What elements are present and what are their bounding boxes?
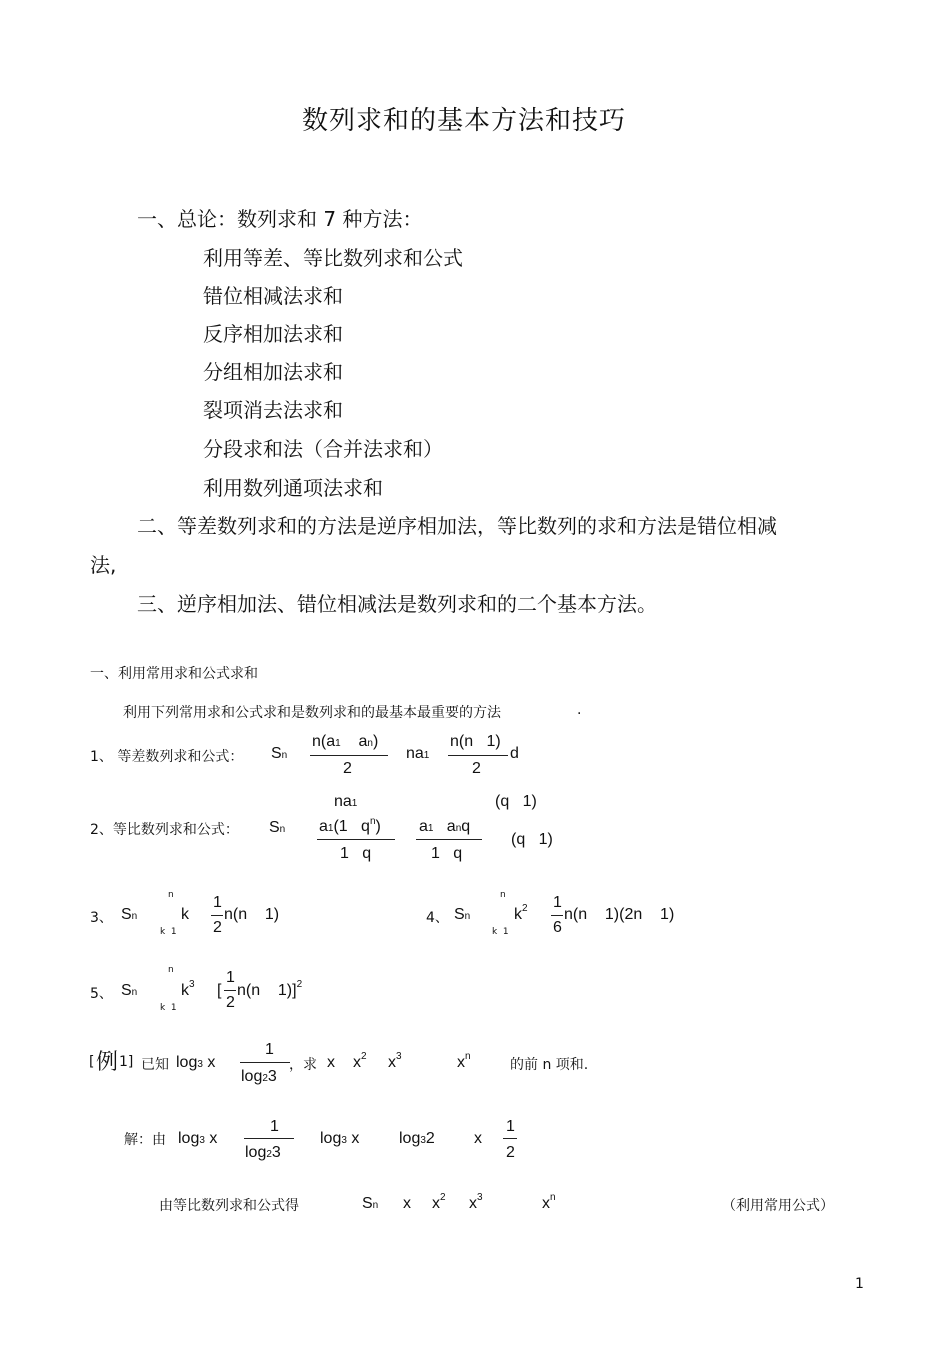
intro-line-3: 三、逆序相加法、错位相减法是数列求和的二个基本方法。: [137, 592, 657, 616]
formula-5-label: 5、: [90, 986, 113, 1002]
method-item: 分组相加法求和: [203, 360, 343, 384]
method-item: 错位相减法求和: [203, 284, 343, 308]
method-item: 利用等差、等比数列求和公式: [203, 246, 463, 270]
intro-line-2-cont: 法,: [90, 553, 117, 577]
formula-4-label: 4、: [426, 910, 449, 926]
section-description: 利用下列常用求和公式求和是数列求和的最基本最重要的方法: [123, 705, 501, 721]
intro-line-1: 一、总论：数列求和 7 种方法：: [137, 207, 423, 231]
method-item: 分段求和法（合并法求和）: [203, 437, 443, 461]
section-description-dot: .: [577, 702, 582, 718]
method-item: 裂项消去法求和: [203, 398, 343, 422]
intro-line-2: 二、等差数列求和的方法是逆序相加法，等比数列的求和方法是错位相减: [137, 514, 777, 538]
page-title: 数列求和的基本方法和技巧: [302, 106, 627, 136]
formula-2-label: 2、等比数列求和公式：: [90, 822, 239, 838]
section-heading: 一、利用常用求和公式求和: [90, 666, 258, 682]
page-number: 1: [855, 1276, 864, 1292]
method-item: 利用数列通项法求和: [203, 476, 383, 500]
formula-1-label: 1、 等差数列求和公式：: [90, 749, 244, 765]
formula-3-label: 3、: [90, 910, 113, 926]
method-item: 反序相加法求和: [203, 322, 343, 346]
